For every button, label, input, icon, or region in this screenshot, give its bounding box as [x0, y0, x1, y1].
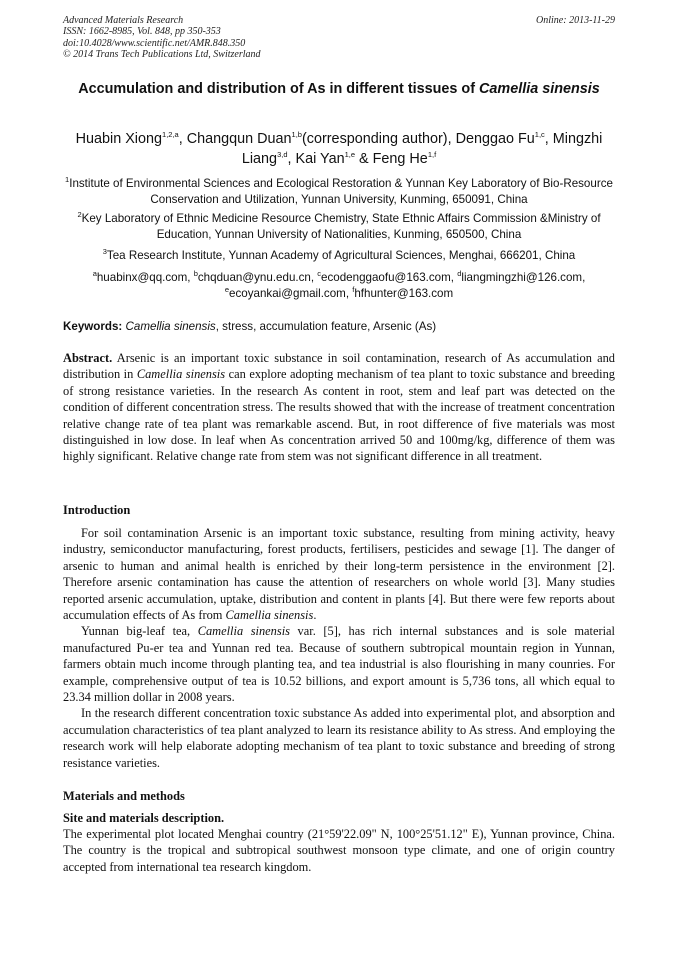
email-link[interactable]: ecoyankai@gmail.com,: [229, 286, 353, 300]
intro-paragraph-3: In the research different concentration toxic substance As added into experimental plot, and absorption and accumulation characteristics of tea plant analyzed to learn its resistance ability to As stress. And employing the research work will help elaborate adopting mechanism of tea plant to toxic substance and breeding of strong resistance varieties.: [63, 706, 615, 770]
paper-title: [70, 80, 608, 99]
email-list: [56, 270, 622, 301]
methods-heading: Materials and methods: [63, 789, 185, 803]
keywords-label: Keywords:: [63, 320, 123, 333]
aff-sup: 1: [65, 175, 70, 185]
author-name: , Changqun Duan: [178, 131, 292, 147]
author-name: , Mingzhi Liang: [241, 131, 603, 167]
doi-line: doi:10.4028/www.scientific.net/AMR.848.350: [63, 37, 246, 49]
email-link[interactable]: chqduan@ynu.edu.cn,: [197, 271, 318, 284]
email-sup: f: [352, 284, 355, 294]
online-date: Online: 2013-11-29: [536, 15, 615, 26]
intro-italic: Camellia sinensis: [225, 608, 314, 623]
intro-paragraph-2: [63, 623, 615, 705]
author-list: [60, 130, 618, 169]
intro-text: var. [5], has rich internal substances and is sole material manufactured Pu-er tea and Yunnan red tea. Because of southern subtropical mountain region in Yunnan, farmers obtain much income through planting tea, and tea industrial is also flourishing in many counries. For example, comprehensive output of tea is 10.52 billions, and export amount is 5,736 tons, all which equal to 23.34 million dollar in 2008 years.: [63, 624, 615, 705]
introduction-heading: Introduction: [63, 503, 131, 517]
email-link[interactable]: liangmingzhi@126.com,: [461, 271, 586, 284]
title-main: Accumulation and distribution of As in different tissues of: [78, 81, 480, 97]
affiliation-3: [56, 248, 622, 264]
methods-body: [63, 826, 615, 875]
introduction-body: [63, 525, 615, 771]
aff-sup: 3: [102, 247, 107, 257]
keywords: [63, 320, 615, 333]
author-sup: 1,2,a: [162, 130, 179, 140]
affiliation-2: [56, 211, 622, 242]
abstract-text: can explore adopting mechanism of tea plant to toxic substance and breeding of strong resistance varieties. In the research As content in root, stem and leaf part was detected on the condition of different concentration stress. The results showed that with the increase of treatment concentration relative change rate of tea plant was remarkable ascend. But, in root difference of five materials was most distinguished in low dose. In leaf when As concentration arrived 50 and 100mg/kg, difference of them was highly significant. Relative change rate from stem was not significant difference in all treatment.: [63, 367, 615, 464]
email-sup: b: [193, 269, 198, 279]
intro-italic: Camellia sinensis: [197, 624, 290, 639]
affiliation-1: [56, 176, 622, 207]
email-sup: c: [317, 269, 322, 279]
methods-paragraph: The experimental plot located Menghai country (21°59'22.09" N, 100°25'51.12" E), Yunnan province, China. The country is the tropical and subtropical southwest monsoon type climate, and one of origin country accepted from international tea research kingdom.: [63, 827, 615, 874]
author-sup: 1,b: [291, 130, 302, 140]
email-sup: d: [457, 269, 462, 279]
abstract-italic: Camellia sinensis: [136, 367, 226, 382]
methods-subheading: Site and materials description.: [63, 811, 225, 825]
aff-text: Institute of Environmental Sciences and Ecological Restoration & Yunnan Key Laboratory of Bio-Resource Conservation and Utilization, Yunnan University, Kunming, 650091, China: [69, 177, 613, 206]
author-name: (corresponding author), Denggao Fu: [301, 131, 535, 147]
journal-name: Advanced Materials Research: [63, 15, 184, 26]
issn-line: ISSN: 1662-8985, Vol. 848, pp 350-353: [63, 26, 221, 38]
title-italic: Camellia sinensis: [479, 81, 600, 97]
email-link[interactable]: huabinx@qq.com,: [96, 271, 194, 284]
author-sup: 1,c: [534, 130, 545, 140]
abstract-text: Arsenic is an important toxic substance in soil contamination, research of As accumulation and distribution in: [63, 351, 615, 382]
author-sup: 3,d: [277, 149, 288, 159]
author-sup: 1,f: [427, 149, 437, 159]
aff-sup: 2: [77, 210, 82, 220]
author-name: , Kai Yan: [287, 150, 345, 167]
intro-paragraph-1: [63, 525, 615, 623]
email-sup: a: [92, 269, 97, 279]
abstract-label: Abstract.: [63, 351, 113, 365]
abstract: [63, 350, 615, 465]
aff-text: Tea Research Institute, Yunnan Academy of Agricultural Sciences, Menghai, 666201, China: [106, 249, 576, 262]
email-sup: e: [224, 284, 230, 294]
author-name: Huabin Xiong: [75, 131, 163, 147]
journal-header: [63, 15, 615, 60]
keywords-rest: , stress, accumulation feature, Arsenic (As): [215, 320, 437, 333]
copyright-line: © 2014 Trans Tech Publications Ltd, Switzerland: [63, 48, 261, 60]
email-link[interactable]: ecodenggaofu@163.com,: [321, 271, 458, 284]
author-sup: 1,e: [344, 149, 356, 159]
author-name: & Feng He: [355, 150, 428, 167]
email-link[interactable]: hfhunter@163.com: [354, 286, 454, 300]
intro-text: .: [313, 608, 317, 623]
aff-text: Key Laboratory of Ethnic Medicine Resource Chemistry, State Ethnic Affairs Commission &Ministry of Education, Yunnan University of Nationalities, Kunming, 650500, China: [81, 212, 601, 241]
intro-text: Yunnan big-leaf tea,: [81, 624, 198, 639]
keywords-italic: Camellia sinensis: [125, 320, 216, 333]
intro-text: For soil contamination Arsenic is an important toxic substance, resulting from mining activity, heavy industry, semiconductor manufacturing, forest products, fertilisers, pesticides and sewage [1]. The danger of arsenic to human and animal health is enriched by their long-term persistence in the environment [2]. Therefore arsenic contamination has cause the attention of researchers on whole world [3]. Many studies reported arsenic accumulation, uptake, distribution and content in plants [4]. But there were few reports about accumulation effects of As from: [63, 526, 615, 623]
